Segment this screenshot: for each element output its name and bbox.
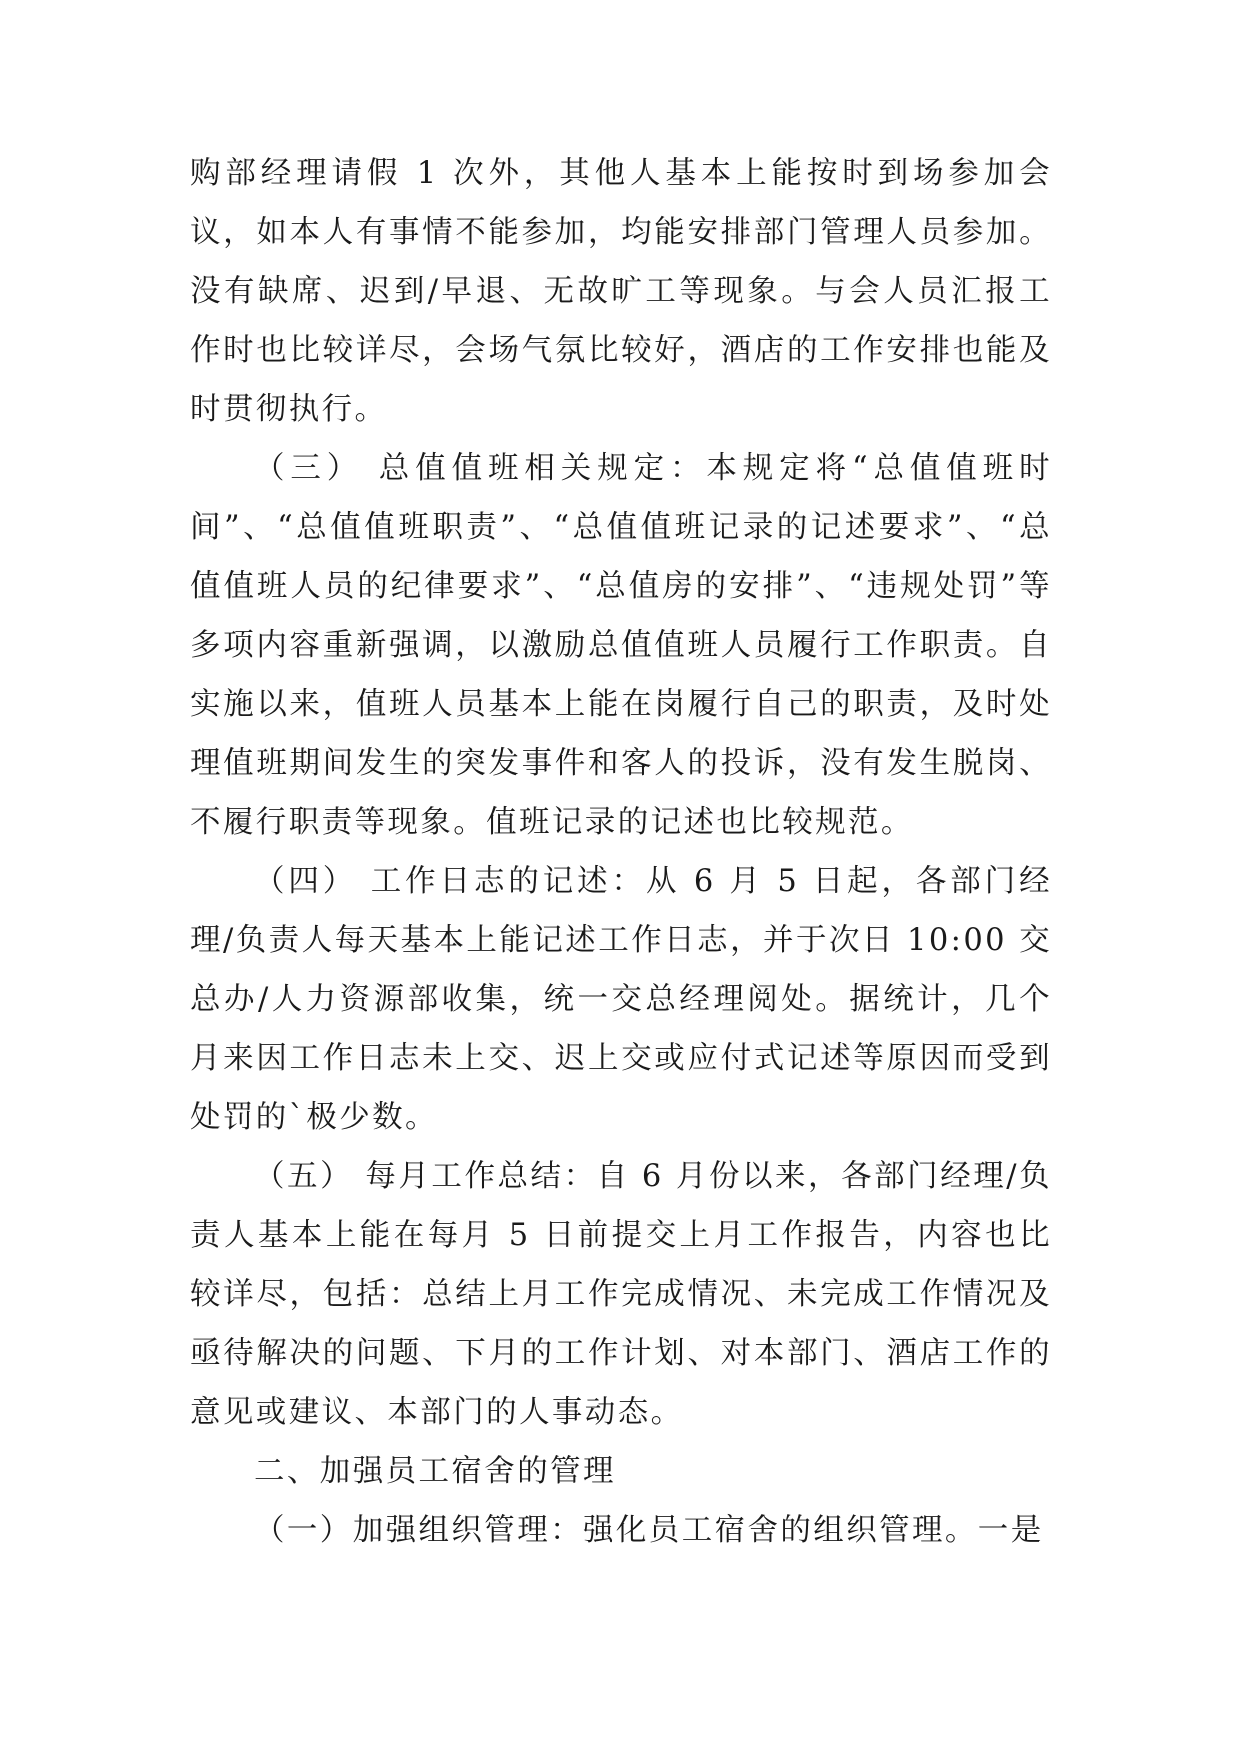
paragraph-meeting-attendance: 购部经理请假 1 次外，其他人基本上能按时到场参加会议，如本人有事情不能参加，均能安排部门管理人员参加。没有缺席、迟到/早退、无故旷工等现象。与会人员汇报工作时也比较详尽，会场气氛比较好，酒店的工作安排也能及时贯彻执行。 bbox=[190, 156, 1052, 427]
paragraph-work-log: （四） 工作日志的记述：从 6 月 5 日起，各部门经理/负责人每天基本上能记述工作日志，并于次日 10:00 交总办/人力资源部收集，统一交总经理阅处。据统计，几个月来因工作日志未上交、迟上交或应付式记述等原因而受到处罚的`极少数。 bbox=[190, 864, 1052, 1135]
paragraph-duty-regulations: （三） 总值值班相关规定：本规定将“总值值班时间”、“总值值班职责”、“总值值班记录的记述要求”、“总值值班人员的纪律要求”、“总值房的安排”、“违规处罚”等多项内容重新强调，以激励总值值班人员履行工作职责。自实施以来，值班人员基本上能在岗履行自己的职责，及时处理值班期间发生的突发事件和客人的投诉，没有发生脱岗、不履行职责等现象。值班记录的记述也比较规范。 bbox=[190, 451, 1052, 840]
paragraph-monthly-summary: （五） 每月工作总结：自 6 月份以来，各部门经理/负责人基本上能在每月 5 日前提交上月工作报告，内容也比较详尽，包括：总结上月工作完成情况、未完成工作情况及亟待解决的问题、下月的工作计划、对本部门、酒店工作的意见或建议、本部门的人事动态。 bbox=[190, 1159, 1052, 1430]
document-body bbox=[190, 144, 1052, 1560]
paragraph-organization-management: （一）加强组织管理：强化员工宿舍的组织管理。一是 bbox=[254, 1513, 1044, 1548]
section-heading-dormitory: 二、加强员工宿舍的管理 bbox=[254, 1454, 616, 1489]
